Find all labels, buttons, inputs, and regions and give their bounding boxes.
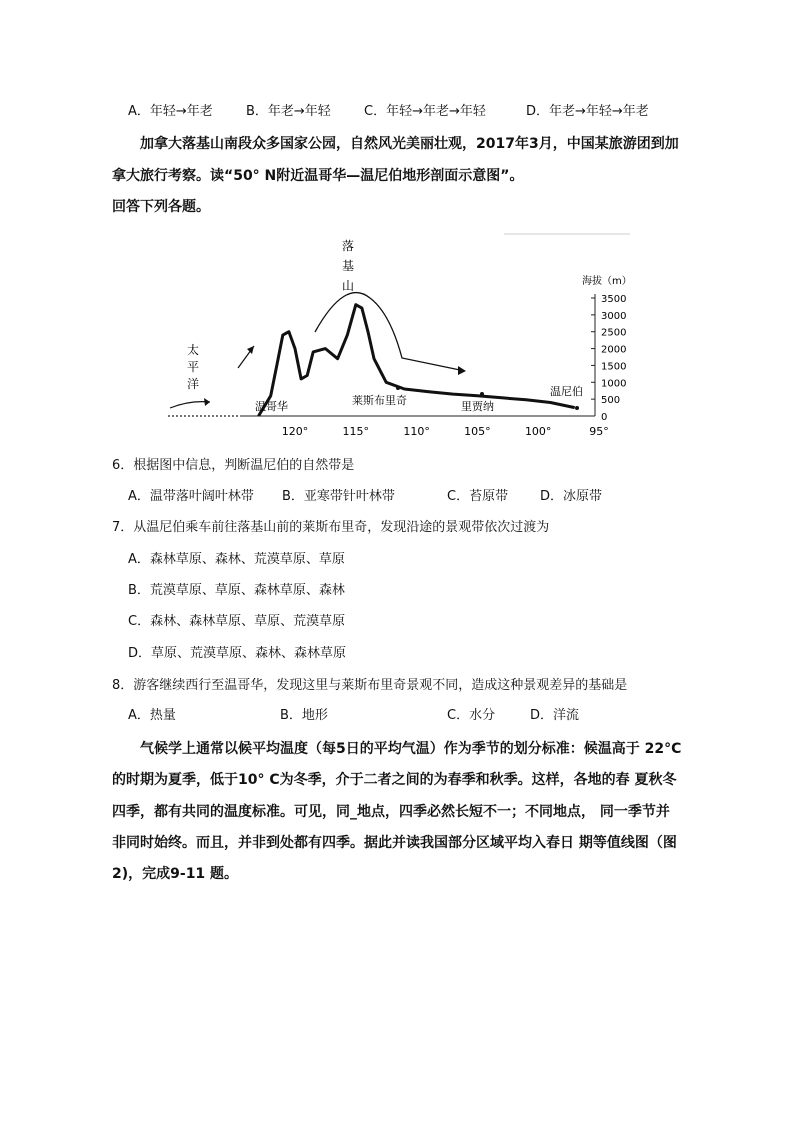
- ocean-label-2: 平: [186, 360, 200, 374]
- q7-option-d: D．草原、荒漠草原、森林、森林草原: [128, 646, 347, 661]
- place-vancouver: 温哥华: [255, 400, 288, 413]
- place-winnipeg: 温尼伯: [550, 385, 583, 398]
- q7-option-c: C．森林、森林草原、草原、荒漠草原: [128, 614, 346, 629]
- arrowhead-ocean: [204, 398, 210, 406]
- terrain-profile-line: [259, 305, 575, 416]
- q6-option-a: A．温带落叶阔叶林带: [128, 489, 254, 504]
- q6-option-c: C．苔原带: [447, 489, 509, 504]
- passage1-line3: 回答下列各题。: [112, 199, 210, 215]
- y-tick-label: 1000: [601, 378, 627, 390]
- q8-option-c: C．水分: [447, 708, 496, 723]
- arrowhead-leeward: [458, 366, 466, 375]
- y-tick-label: 2500: [601, 327, 627, 339]
- x-tick-label: 120°: [281, 425, 309, 438]
- mountain-label-2: 基: [341, 259, 355, 273]
- x-tick-label: 115°: [342, 425, 370, 438]
- y-tick-label: 2000: [601, 344, 627, 356]
- q7-stem: 7．从温尼伯乘车前往落基山前的莱斯布里奇，发现沿途的景观带依次过渡为: [112, 520, 550, 535]
- passage2-line5: 2)，完成9-11 题。: [112, 866, 239, 882]
- dot-regina: [480, 392, 484, 396]
- y-tick-label: 500: [601, 395, 621, 407]
- y-ticks: [591, 294, 626, 423]
- y-tick-label: 1500: [601, 361, 627, 373]
- y-tick-label: 3000: [601, 310, 627, 322]
- place-regina: 里贾纳: [461, 400, 494, 413]
- arrowhead-windward: [247, 346, 254, 354]
- wind-arrow-ocean: [170, 402, 210, 408]
- y-tick-label: 3500: [601, 294, 627, 305]
- passage2-line1: 气候学上通常以候平均温度（每5日的平均气温）作为季节的划分标准：候温高于 22°C: [140, 741, 682, 757]
- x-tick-label: 110°: [403, 425, 430, 438]
- q8-option-b: B．地形: [280, 708, 328, 723]
- mountain-label-3: 山: [341, 279, 355, 293]
- x-tick-label: 100°: [524, 425, 552, 438]
- ocean-label-3: 洋: [186, 377, 200, 391]
- passage1-line2: 拿大旅行考察。读“50° N附近温哥华—温尼伯地形剖面示意图”。: [112, 168, 524, 184]
- q5-option-c: C．年轻→年老→年轻: [364, 104, 486, 119]
- terrain-profile-figure: [150, 228, 630, 443]
- y-tick-label: 0: [601, 412, 608, 423]
- dot-lethbridge: [396, 386, 400, 390]
- passage2-line2: 的时期为夏季，低于10° C为冬季，介于二者之间的为春季和秋季。这样，各地的春 夏秋冬: [112, 772, 677, 788]
- q5-option-b: B．年老→年轻: [246, 104, 331, 119]
- q6-stem: 6．根据图中信息，判断温尼伯的自然带是: [112, 458, 355, 473]
- q7-option-b: B．荒漠草原、草原、森林草原、森林: [128, 583, 345, 598]
- dot-winnipeg: [575, 406, 579, 410]
- x-tick-label: 95°: [589, 425, 609, 438]
- passage2-line3: 四季，都有共同的温度标准。可见，同_地点，四季必然长短不一；不同地点， 同一季节并: [112, 804, 670, 820]
- q6-option-b: B．亚寒带针叶林带: [282, 489, 395, 504]
- q8-option-a: A．热量: [128, 708, 176, 723]
- passage1-line1: 加拿大落基山南段众多国家公园，自然风光美丽壮观，2017年3月，中国某旅游团到加: [140, 136, 679, 152]
- q8-option-d: D．洋流: [530, 708, 580, 723]
- x-tick-label: 105°: [464, 425, 491, 438]
- q5-option-a: A．年轻→年老: [128, 104, 213, 119]
- mountain-label-1: 落: [341, 239, 355, 253]
- q6-option-d: D．冰原带: [540, 489, 603, 504]
- place-lethbridge: 莱斯布里奇: [352, 394, 407, 407]
- q7-option-a: A．森林草原、森林、荒漠草原、草原: [128, 552, 345, 567]
- x-ticks: [282, 425, 609, 438]
- y-axis-title: 海拔（m）: [582, 276, 630, 287]
- passage2-line4: 非同时始终。而且，并非到处都有四季。据此并读我国部分区域平均入春日 期等值线图（图: [112, 835, 677, 851]
- ocean-label-1: 太: [186, 343, 200, 357]
- terrain-profile-svg: [150, 228, 630, 443]
- q5-option-d: D．年老→年轻→年老: [526, 104, 649, 119]
- q8-stem: 8．游客继续西行至温哥华，发现这里与莱斯布里奇景观不同，造成这种景观差异的基础是: [112, 678, 628, 693]
